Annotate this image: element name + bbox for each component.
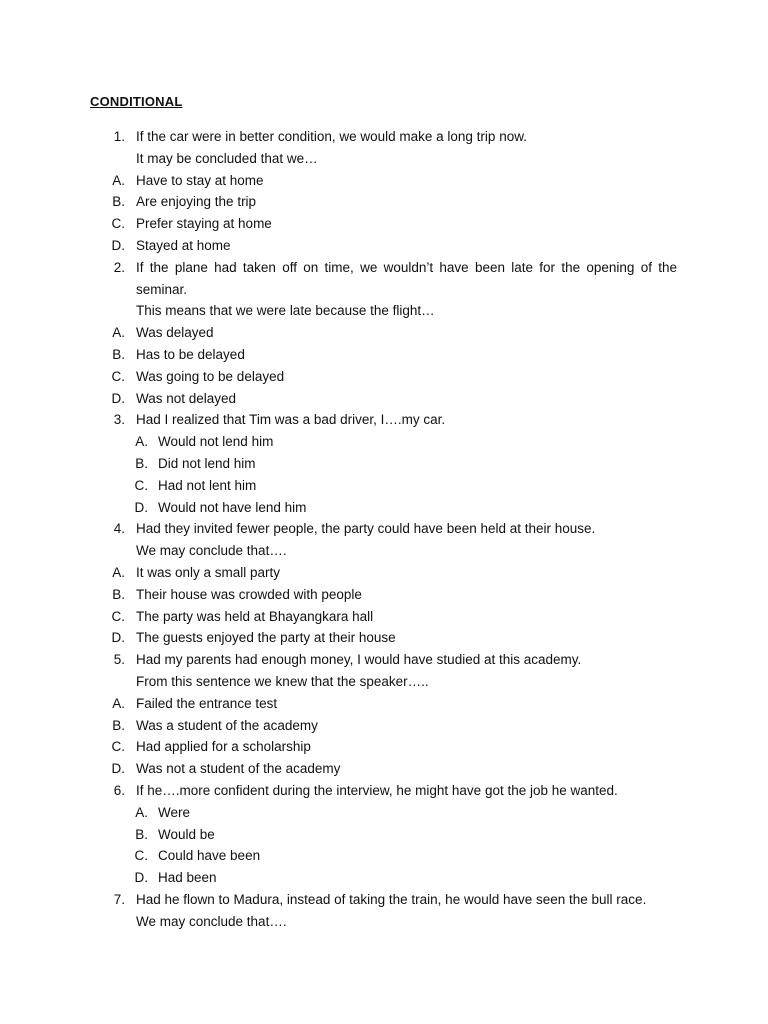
list-item [0, 780, 768, 802]
item-marker: C. [111, 608, 125, 624]
item-marker: 1. [113, 129, 125, 144]
list-item [0, 584, 768, 606]
item-marker: A. [135, 804, 148, 820]
item-text: It may be concluded that we… [136, 150, 318, 166]
item-marker: A. [112, 172, 125, 188]
item-text: Was not delayed [136, 390, 237, 406]
item-text: Would not lend him [158, 434, 274, 450]
item-text: Could have been [158, 848, 261, 864]
item-text: Had I realized that Tim was a bad driver, I….my car. [136, 412, 446, 428]
item-marker: B. [135, 456, 148, 471]
item-marker: 5. [113, 652, 125, 668]
item-marker: C. [111, 216, 125, 232]
item-text: Would be [158, 826, 215, 842]
item-marker: D. [134, 499, 148, 515]
item-text: Was a student of the academy [136, 717, 318, 733]
item-text: From this sentence we knew that the speaker….. [136, 674, 429, 689]
item-marker: D. [134, 870, 148, 886]
item-text: If he….more confident during the interview, he might have got the job he wanted. [136, 783, 618, 798]
list-item-continuation [0, 671, 768, 693]
item-text: Failed the entrance test [136, 695, 278, 711]
item-marker: B. [112, 194, 125, 210]
item-text: It was only a small party [136, 565, 281, 580]
list-item [0, 126, 768, 148]
list-item [0, 497, 768, 519]
item-text: Was going to be delayed [136, 368, 285, 384]
item-marker: A. [135, 434, 148, 450]
item-text: Had my parents had enough money, I would have studied at this academy. [136, 652, 582, 668]
item-marker: 2. [113, 259, 125, 275]
item-marker: C. [111, 368, 125, 384]
item-text: Stayed at home [136, 238, 231, 253]
item-text: If the plane had taken off on time, we wouldn’t have been late for the opening of the [136, 259, 677, 275]
item-text: Their house was crowded with people [136, 586, 362, 602]
list-item [0, 889, 768, 911]
item-text: Had he flown to Madura, instead of taking the train, he would have seen the bull race. [136, 892, 647, 907]
item-marker: 3. [113, 412, 125, 428]
item-text: Are enjoying the trip [136, 194, 257, 210]
list-item [0, 802, 768, 824]
item-marker: A. [112, 565, 125, 580]
item-text: Had applied for a scholarship [136, 739, 311, 755]
item-text: Had they invited fewer people, the party could have been held at their house. [136, 521, 596, 537]
list-item [0, 758, 768, 780]
list-item [0, 366, 768, 388]
item-marker: A. [112, 695, 125, 711]
item-text: Had not lent him [158, 477, 257, 493]
item-marker: 4. [113, 521, 125, 537]
item-text: Would not have lend him [158, 499, 307, 515]
list-item [0, 518, 768, 540]
item-text: We may conclude that…. [136, 913, 287, 929]
item-text: If the car were in better condition, we would make a long trip now. [136, 129, 527, 144]
item-marker: B. [112, 347, 125, 362]
item-text: Was delayed [136, 325, 214, 341]
list-item [0, 845, 768, 867]
item-marker: C. [134, 477, 148, 493]
list-item [0, 235, 768, 257]
list-item [0, 453, 768, 475]
list-item [0, 344, 768, 366]
list-item [0, 431, 768, 453]
list-item-continuation [0, 279, 768, 301]
list-item [0, 562, 768, 584]
list-item-continuation [0, 911, 768, 933]
list-item-continuation [0, 148, 768, 170]
list-item [0, 257, 768, 279]
item-text: seminar. [136, 281, 188, 297]
item-text: Had been [158, 870, 217, 886]
item-marker: D. [111, 761, 125, 777]
item-text: Were [158, 804, 191, 820]
document-title: CONDITIONAL [90, 94, 183, 109]
item-marker: D. [111, 390, 125, 406]
list-item [0, 867, 768, 889]
list-item [0, 649, 768, 671]
item-marker: D. [111, 238, 125, 253]
item-marker: 7. [113, 892, 125, 907]
item-marker: C. [134, 848, 148, 864]
item-marker: B. [112, 586, 125, 602]
list-item [0, 824, 768, 846]
item-marker: B. [112, 717, 125, 733]
item-text: Was not a student of the academy [136, 761, 341, 777]
list-item [0, 191, 768, 213]
item-text: This means that we were late because the flight… [136, 303, 435, 319]
list-item [0, 322, 768, 344]
list-item [0, 693, 768, 715]
item-text: We may conclude that…. [136, 543, 287, 559]
item-text: Has to be delayed [136, 347, 245, 362]
item-text: Prefer staying at home [136, 216, 272, 232]
list-item [0, 715, 768, 737]
list-item [0, 409, 768, 431]
list-item [0, 388, 768, 410]
list-item [0, 170, 768, 192]
item-marker: 6. [113, 783, 125, 798]
item-marker: A. [112, 325, 125, 341]
list-item-continuation [0, 300, 768, 322]
item-marker: D. [111, 630, 125, 646]
item-text: The party was held at Bhayangkara hall [136, 608, 374, 624]
item-marker: B. [135, 826, 148, 842]
item-text: The guests enjoyed the party at their house [136, 630, 396, 646]
list-item [0, 736, 768, 758]
item-marker: C. [111, 739, 125, 755]
list-item [0, 627, 768, 649]
list-item [0, 213, 768, 235]
list-item-continuation [0, 540, 768, 562]
item-text: Have to stay at home [136, 172, 264, 188]
item-text: Did not lend him [158, 456, 256, 471]
list-item [0, 475, 768, 497]
list-item [0, 606, 768, 628]
